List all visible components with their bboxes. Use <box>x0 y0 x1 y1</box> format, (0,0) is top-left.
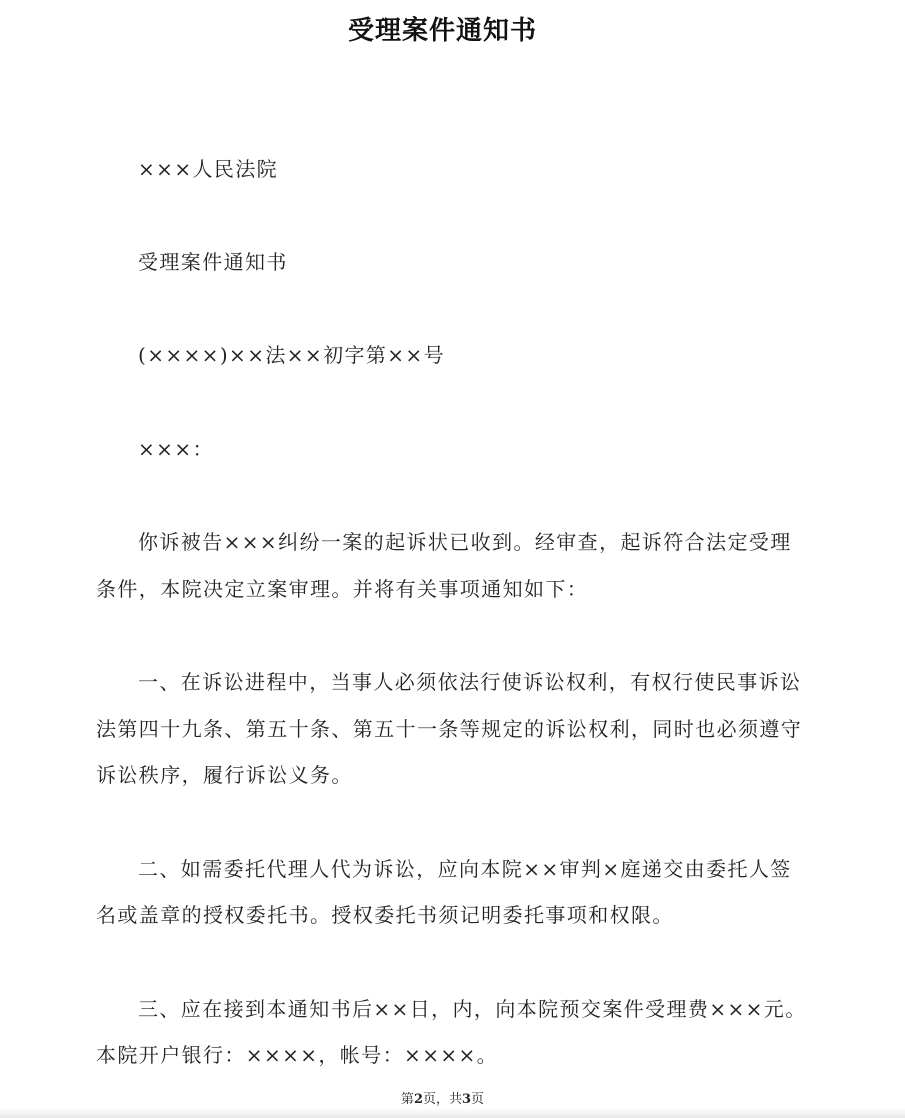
court-name: ×××人民法院 <box>138 157 279 181</box>
item3-line-2: 本院开户银行：××××，帐号：××××。 <box>96 1043 499 1067</box>
item1-line-3: 诉讼秩序，履行诉讼义务。 <box>96 763 353 787</box>
document-title: 受理案件通知书 <box>347 16 537 46</box>
item3-line-1: 三、应在接到本通知书后××日，内，向本院预交案件受理费×××元。 <box>138 997 807 1021</box>
footer-suffix: 页 <box>471 1092 485 1107</box>
footer-prefix: 第 <box>400 1092 414 1107</box>
item1-line-1: 一、在诉讼进程中，当事人必须依法行使诉讼权利，有权行使民事诉讼 <box>138 670 802 694</box>
footer-middle: 页，共 <box>422 1092 462 1107</box>
case-number: (××××)××法××初字第××号 <box>138 343 445 367</box>
current-page-number: 2 <box>413 1092 423 1107</box>
intro-line-1: 你诉被告×××纠纷一案的起诉状已收到。经审查，起诉符合法定受理 <box>138 530 792 554</box>
item2-line-2: 名或盖章的授权委托书。授权委托书须记明委托事项和权限。 <box>96 903 674 927</box>
page-footer <box>0 1088 885 1107</box>
total-pages-number: 3 <box>462 1092 472 1107</box>
item1-line-2: 法第四十九条、第五十条、第五十一条等规定的诉讼权利，同时也必须遵守 <box>96 717 803 741</box>
page-bottom-edge <box>0 1108 905 1118</box>
item2-line-1: 二、如需委托代理人代为诉讼，应向本院××审判×庭递交由委托人签 <box>138 857 792 881</box>
intro-line-2: 条件，本院决定立案审理。并将有关事项通知如下： <box>96 577 589 601</box>
addressee: ×××： <box>138 437 214 461</box>
notice-heading: 受理案件通知书 <box>138 250 288 274</box>
